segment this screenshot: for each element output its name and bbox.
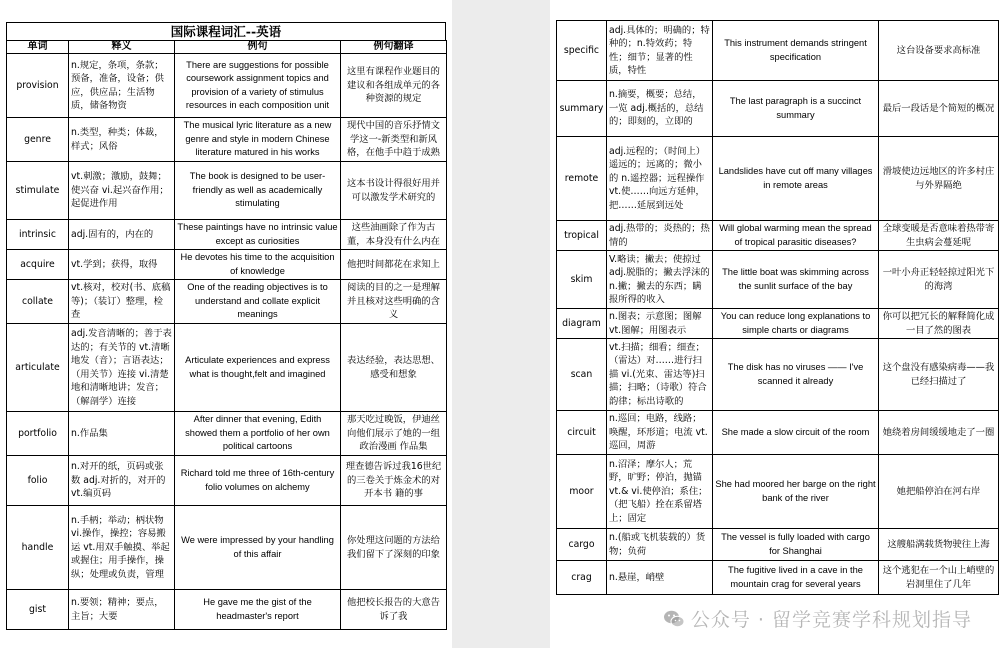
translation-cell: 现代中国的音乐抒情文学这一-新类型和新风格，在他手中趋于成熟: [341, 118, 447, 162]
wechat-icon: [663, 609, 685, 629]
table-row: [7, 456, 447, 506]
meaning-cell: n.类型，种类；体裁，样式；风俗: [69, 118, 175, 162]
translation-cell: 这个逃犯在一个山上峭壁的岩洞里住了几年: [879, 561, 999, 595]
example-cell: Richard told me three of 16th-century folio volumes on alchemy: [175, 456, 341, 506]
table-row: [7, 118, 447, 162]
word-cell: scan: [557, 339, 607, 411]
example-cell: She had moored her barge on the right bank of the river: [713, 455, 879, 529]
example-cell: This instrument demands stringent specification: [713, 21, 879, 81]
table-row: [557, 137, 999, 221]
table-row: [557, 455, 999, 529]
header-example: 例句: [175, 41, 341, 54]
translation-cell: 这本书设计得很好用并可以激发学术研究的: [341, 162, 447, 220]
table-row: [7, 280, 447, 324]
example-cell: The little boat was skimming across the sunlit surface of the bay: [713, 251, 879, 309]
meaning-cell: vt.刺激；激励，鼓舞；使兴奋 vi.起兴奋作用；起促进作用: [69, 162, 175, 220]
meaning-cell: vt.学到；获得，取得: [69, 250, 175, 280]
meaning-cell: n.对开的纸，页码或张数 adj.对折的，对开的 vt.编页码: [69, 456, 175, 506]
meaning-cell: vt.核对，校对(书、底稿等)；（装订）整理，检查: [69, 280, 175, 324]
meaning-cell: n.摘要，概要；总结，一览 adj.概括的，总结的；即刻的，立即的: [607, 81, 713, 137]
word-cell: cargo: [557, 529, 607, 561]
example-cell: One of the reading objectives is to understand and collate explicit meanings: [175, 280, 341, 324]
vocab-table-left: [6, 40, 447, 630]
example-cell: The last paragraph is a succinct summary: [713, 81, 879, 137]
example-cell: Articulate experiences and express what is thought,felt and imagined: [175, 324, 341, 412]
table-row: [557, 411, 999, 455]
translation-cell: 她把船停泊在河右岸: [879, 455, 999, 529]
meaning-cell: adj.具体的；明确的；特种的；n.特效药；特性；细节；显著的性质，特性: [607, 21, 713, 81]
translation-cell: 全球变暖是否意味着热带寄生虫病会蔓延呢: [879, 221, 999, 251]
table-row: [557, 221, 999, 251]
word-cell: moor: [557, 455, 607, 529]
translation-cell: 他把校长报告的大意告诉了我: [341, 590, 447, 630]
example-cell: The vessel is fully loaded with cargo for Shanghai: [713, 529, 879, 561]
translation-cell: 这里有课程作业题目的建议和各组成单元的各种资源的规定: [341, 54, 447, 118]
table-row: [7, 412, 447, 456]
table-row: [7, 590, 447, 630]
example-cell: The book is designed to be user-friendly as well as academically stimulating: [175, 162, 341, 220]
translation-cell: 她绕着房间缓缓地走了一圈: [879, 411, 999, 455]
sheet-title: 国际课程词汇--英语: [6, 22, 446, 40]
meaning-cell: n.图表；示意图；图解 vt.图解；用图表示: [607, 309, 713, 339]
header-translation: 例句翻译: [341, 41, 447, 54]
example-cell: After dinner that evening, Edith showed them a portfolio of her own political cartoons: [175, 412, 341, 456]
word-cell: acquire: [7, 250, 69, 280]
table-row: [7, 162, 447, 220]
table-row: [557, 81, 999, 137]
word-cell: articulate: [7, 324, 69, 412]
meaning-cell: n.手柄；举动；柄状物 vi.操作，操控；容易搬运 vt.用双手触摸、举起或握住；用手操作，操纵；处理或负责，管理: [69, 506, 175, 590]
word-cell: portfolio: [7, 412, 69, 456]
example-cell: He gave me the gist of the headmaster's report: [175, 590, 341, 630]
table-row: [557, 251, 999, 309]
word-cell: folio: [7, 456, 69, 506]
translation-cell: 理查德告诉过我16世纪的三卷关于炼金术的对开本书 籍的事: [341, 456, 447, 506]
word-cell: remote: [557, 137, 607, 221]
table-row: [557, 21, 999, 81]
table-row: [557, 529, 999, 561]
example-cell: You can reduce long explanations to simple charts or diagrams: [713, 309, 879, 339]
translation-cell: 他把时间都花在求知上: [341, 250, 447, 280]
example-cell: Will global warming mean the spread of tropical parasitic diseases?: [713, 221, 879, 251]
word-cell: specific: [557, 21, 607, 81]
word-cell: circuit: [557, 411, 607, 455]
word-cell: collate: [7, 280, 69, 324]
translation-cell: 表达经验，表达思想、感受和想象: [341, 324, 447, 412]
translation-cell: 你处理这问题的方法给我们留下了深刻的印象: [341, 506, 447, 590]
meaning-cell: adj.固有的，内在的: [69, 220, 175, 250]
watermark: [663, 605, 972, 632]
translation-cell: 滑坡使边远地区的许多村庄与外界隔绝: [879, 137, 999, 221]
example-cell: The musical lyric literature as a new genre and style in modern Chinese literature matured in his works: [175, 118, 341, 162]
table-row: [557, 309, 999, 339]
translation-cell: 这台设备要求高标准: [879, 21, 999, 81]
example-cell: The fugitive lived in a cave in the mountain crag for several years: [713, 561, 879, 595]
meaning-cell: n.巡回；电路，线路；唤醒，环形道；电流 vt.巡回，周游: [607, 411, 713, 455]
table-row: [7, 324, 447, 412]
word-cell: handle: [7, 506, 69, 590]
table-row: [7, 506, 447, 590]
translation-cell: 阅读的目的之一是理解并且核对这些明确的含义: [341, 280, 447, 324]
example-cell: He devotes his time to the acquisition of knowledge: [175, 250, 341, 280]
page-left: [0, 0, 452, 648]
meaning-cell: n.悬崖，峭壁: [607, 561, 713, 595]
meaning-cell: n.规定，条项，条款；预备，准备，设备；供应，供应品；生活物质，储备物资: [69, 54, 175, 118]
vocab-table-right: [556, 20, 999, 595]
meaning-cell: n.要领；精神；要点，主旨；大要: [69, 590, 175, 630]
word-cell: genre: [7, 118, 69, 162]
meaning-cell: n.沼泽；摩尔人；荒野，旷野；停泊，抛锚 vt.& vi.使停泊；系住；（把飞船）拴在系留塔上；固定: [607, 455, 713, 529]
translation-cell: 你可以把冗长的解释简化成一目了然的图表: [879, 309, 999, 339]
translation-cell: 最后一段话是个简短的概况: [879, 81, 999, 137]
header-word: 单词: [7, 41, 69, 54]
word-cell: diagram: [557, 309, 607, 339]
meaning-cell: V.略读；撇去；使掠过 adj.脱脂的；撇去浮沫的 n.撇；撇去的东西；瞒报所得的收入: [607, 251, 713, 309]
table-row: [557, 561, 999, 595]
example-cell: She made a slow circuit of the room: [713, 411, 879, 455]
word-cell: intrinsic: [7, 220, 69, 250]
meaning-cell: adj.发音清晰的；善于表达的；有关节的 vt.清晰地发（音）；言语表达；（用关节）连接 vi.清楚地和清晰地讲；发音；（解剖学）连接: [69, 324, 175, 412]
example-cell: Landslides have cut off many villages in remote areas: [713, 137, 879, 221]
word-cell: provision: [7, 54, 69, 118]
word-cell: summary: [557, 81, 607, 137]
translation-cell: 一叶小舟正轻轻掠过阳光下的海湾: [879, 251, 999, 309]
example-cell: There are suggestions for possible coursework assignment topics and provision of a variety of stimulus resources in each composition unit: [175, 54, 341, 118]
table-row: [7, 220, 447, 250]
word-cell: stimulate: [7, 162, 69, 220]
example-cell: These paintings have no intrinsic value except as curiosities: [175, 220, 341, 250]
table-row: [557, 339, 999, 411]
meaning-cell: vt.扫描；细看；细查；（雷达）对……进行扫描 vi.(光束、雷达等)扫描；扫略；（诗歌）符合韵律；标出诗歌的: [607, 339, 713, 411]
table-row: [7, 54, 447, 118]
meaning-cell: adj.热带的；炎热的；热情的: [607, 221, 713, 251]
word-cell: gist: [7, 590, 69, 630]
table-row: [7, 250, 447, 280]
example-cell: We were impressed by your handling of this affair: [175, 506, 341, 590]
translation-cell: 这艘船满载货物驶往上海: [879, 529, 999, 561]
meaning-cell: n.作品集: [69, 412, 175, 456]
example-cell: The disk has no viruses —— I've scanned it already: [713, 339, 879, 411]
word-cell: crag: [557, 561, 607, 595]
table-header-row: [7, 41, 447, 54]
translation-cell: 这些油画除了作为古董，本身没有什么内在: [341, 220, 447, 250]
watermark-text: 公众号 · 留学竞赛学科规划指导: [690, 609, 972, 631]
header-meaning: 释义: [69, 41, 175, 54]
word-cell: skim: [557, 251, 607, 309]
meaning-cell: n.(船或飞机装载的）货物；负荷: [607, 529, 713, 561]
page-right: [550, 0, 1000, 648]
meaning-cell: adj.远程的；（时间上）遥远的；远离的；微小的 n.遥控器；远程操作 vt.使……向远方延伸，把……延展到远处: [607, 137, 713, 221]
word-cell: tropical: [557, 221, 607, 251]
translation-cell: 那天吃过晚饭，伊迪丝向他们展示了她的一组政治漫画 作品集: [341, 412, 447, 456]
translation-cell: 这个盘没有感染病毒——我已经扫描过了: [879, 339, 999, 411]
